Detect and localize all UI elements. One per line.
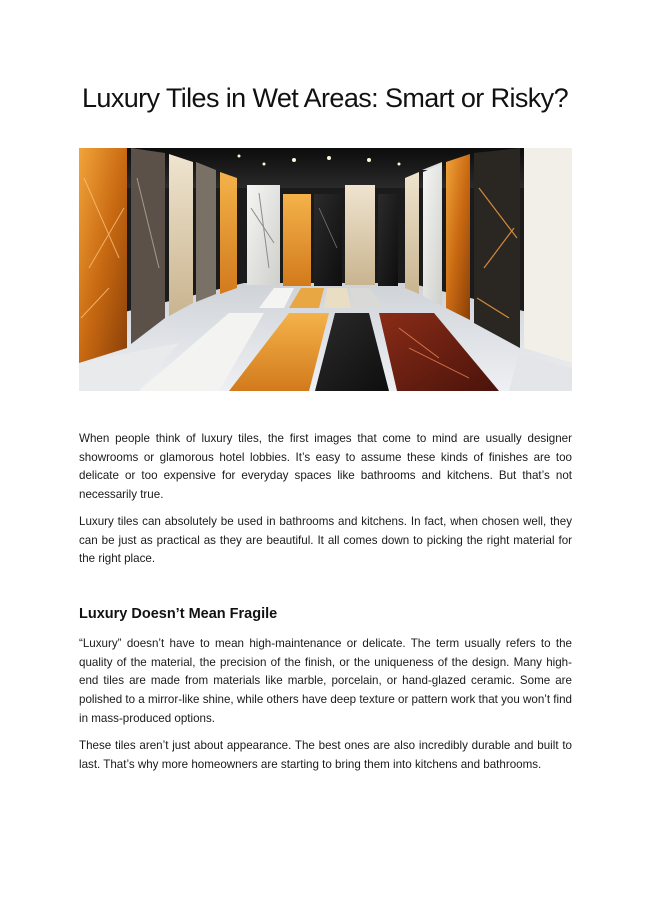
- section-paragraph-2: These tiles aren’t just about appearance. The best ones are also incredibly durable and built to last. That’s why more homeowners are starting to bring them into kitchens and bathrooms.: [79, 739, 572, 771]
- intro-paragraph-1: When people think of luxury tiles, the first images that come to mind are usually designer showrooms or glamorous hotel lobbies. It’s easy to assume these kinds of finishes are too delicate or too expensive for everyday spaces like bathrooms and kitchens. But that’s not necessarily true.: [79, 432, 572, 502]
- tile-showroom-image: [79, 148, 572, 391]
- section-heading: Luxury Doesn’t Mean Fragile: [79, 606, 278, 622]
- intro-paragraph-2: Luxury tiles can absolutely be used in bathrooms and kitchens. In fact, when chosen well, they can be just as practical as they are beautiful. It all comes down to picking the right material for the right place.: [79, 515, 572, 566]
- page-title: Luxury Tiles in Wet Areas: Smart or Risky?: [82, 83, 568, 113]
- section-paragraph-1: “Luxury” doesn’t have to mean high-maintenance or delicate. The term usually refers to the quality of the material, the precision of the finish, or the uniqueness of the design. Many high-end tiles are made from materials like marble, porcelain, or hand-glazed ceramic. Some are polished to a mirror-like shine, while others have deep texture or pattern work that you won’t find in mass-produced options.: [79, 637, 572, 725]
